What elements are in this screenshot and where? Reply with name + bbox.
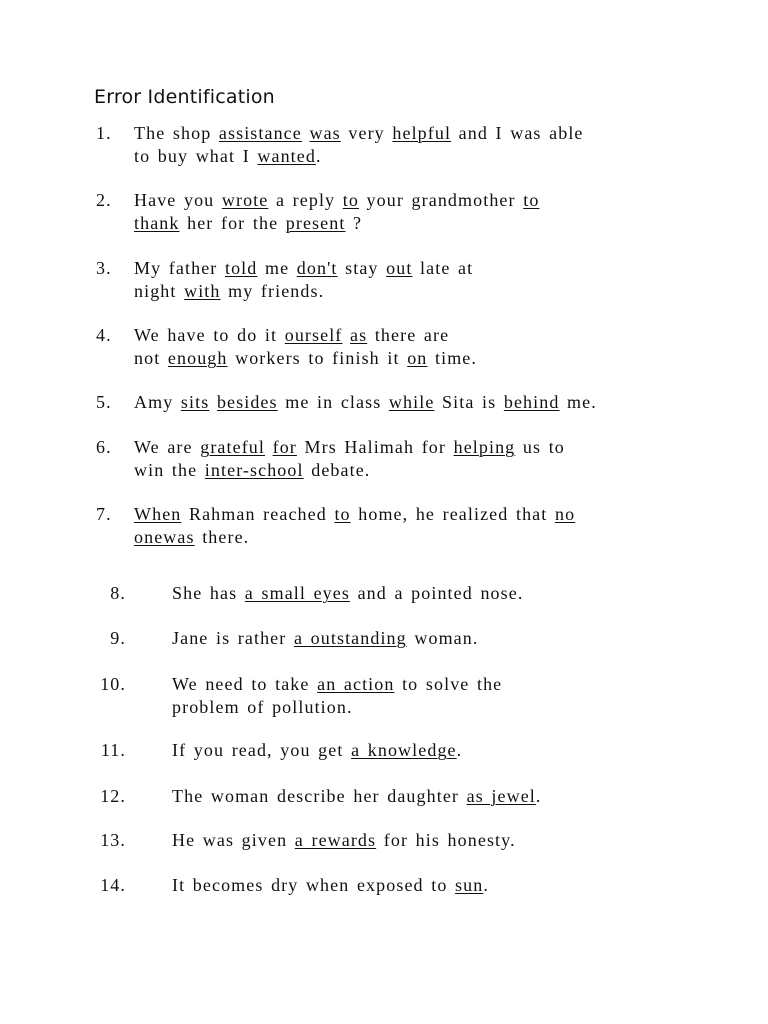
question-line	[172, 582, 523, 605]
question-line	[134, 212, 362, 235]
underlined-phrase: When	[134, 504, 182, 524]
text-segment: Rahman reached	[181, 504, 335, 524]
underlined-phrase: sits	[180, 392, 210, 412]
question-line	[134, 347, 477, 370]
underlined-phrase: a rewards	[294, 830, 377, 850]
text-segment: problem of pollution.	[172, 697, 353, 717]
underlined-phrase: besides	[216, 392, 278, 412]
question-line	[134, 391, 597, 414]
text-segment: Mrs Halimah for	[296, 437, 454, 457]
question-number: 6.	[96, 437, 112, 457]
question-number: 9.	[110, 628, 126, 648]
text-segment: and I was able	[451, 123, 584, 143]
text-segment: her for the	[179, 213, 286, 233]
underlined-phrase: on	[407, 348, 428, 368]
text-segment: home, he realized that	[350, 504, 555, 524]
underlined-phrase: present	[285, 213, 346, 233]
text-segment: very	[340, 123, 393, 143]
underlined-phrase: to	[334, 504, 351, 524]
text-segment: .	[315, 146, 322, 166]
question-number: 13.	[100, 830, 126, 850]
underlined-phrase: out	[386, 258, 413, 278]
text-segment: and a pointed nose.	[349, 583, 524, 603]
question-line	[134, 436, 565, 459]
question-line	[172, 874, 489, 897]
text-segment: Amy	[134, 392, 181, 412]
text-segment: Have you	[134, 190, 222, 210]
underlined-phrase: a outstanding	[293, 628, 407, 648]
text-segment: night	[134, 281, 185, 301]
question-line	[172, 673, 502, 696]
underlined-phrase: onewas	[134, 527, 195, 547]
text-segment: win the	[134, 460, 205, 480]
question-number: 4.	[96, 325, 112, 345]
underlined-phrase: an action	[317, 674, 395, 694]
text-segment: woman.	[406, 628, 479, 648]
underlined-phrase: assistance	[218, 123, 302, 143]
question-number: 7.	[96, 504, 112, 524]
text-segment	[265, 437, 273, 457]
underlined-phrase: grateful	[200, 437, 265, 457]
question-line	[172, 627, 478, 650]
text-segment: me	[257, 258, 297, 278]
question-number: 5.	[96, 392, 112, 412]
underlined-phrase: as	[350, 325, 368, 345]
question-line	[134, 526, 249, 549]
underlined-phrase: told	[224, 258, 258, 278]
underlined-phrase: to	[342, 190, 359, 210]
question-line	[134, 324, 449, 347]
underlined-phrase: to	[523, 190, 540, 210]
question-line	[134, 122, 584, 145]
underlined-phrase: a small eyes	[244, 583, 350, 603]
question-line	[172, 739, 462, 762]
text-segment: a reply	[268, 190, 343, 210]
underlined-phrase: was	[309, 123, 341, 143]
underlined-phrase: while	[388, 392, 435, 412]
text-segment: She has	[172, 583, 245, 603]
text-segment: If you read, you get	[172, 740, 352, 760]
text-segment: The shop	[134, 123, 219, 143]
underlined-phrase: sun	[455, 875, 484, 895]
underlined-phrase: helping	[453, 437, 516, 457]
question-line	[134, 145, 322, 168]
question-number: 10.	[100, 674, 126, 694]
question-number: 12.	[100, 786, 126, 806]
underlined-phrase: don't	[296, 258, 338, 278]
underlined-phrase: inter-school	[204, 460, 304, 480]
text-segment: The woman describe her daughter	[172, 786, 467, 806]
underlined-phrase: behind	[503, 392, 560, 412]
question-line	[172, 829, 516, 852]
text-segment: there.	[194, 527, 250, 547]
text-segment: Sita is	[434, 392, 504, 412]
question-line	[134, 503, 575, 526]
text-segment	[342, 325, 350, 345]
question-line	[172, 696, 353, 719]
text-segment: late at	[412, 258, 474, 278]
underlined-phrase: wrote	[221, 190, 269, 210]
text-segment: stay	[337, 258, 387, 278]
text-segment: to buy what I	[134, 146, 258, 166]
text-segment: to solve the	[394, 674, 503, 694]
text-segment: Jane is rather	[172, 628, 294, 648]
text-segment	[209, 392, 217, 412]
question-line	[172, 785, 542, 808]
text-segment: me.	[559, 392, 597, 412]
question-line	[134, 189, 539, 212]
question-number: 2.	[96, 190, 112, 210]
underlined-phrase: a knowledge	[351, 740, 457, 760]
underlined-phrase: no	[554, 504, 576, 524]
text-segment: not	[134, 348, 168, 368]
page-title: Error Identification	[94, 86, 275, 108]
text-segment: We need to take	[172, 674, 318, 694]
underlined-phrase: wanted	[257, 146, 316, 166]
text-segment: time.	[427, 348, 477, 368]
question-line	[134, 257, 473, 280]
text-segment: me in class	[277, 392, 389, 412]
underlined-phrase: as jewel	[466, 786, 536, 806]
text-segment: It becomes dry when exposed to	[172, 875, 456, 895]
question-number: 3.	[96, 258, 112, 278]
text-segment: workers to finish it	[227, 348, 408, 368]
text-segment: My father	[134, 258, 225, 278]
question-number: 1.	[96, 123, 112, 143]
underlined-phrase: ourself	[284, 325, 343, 345]
text-segment: .	[535, 786, 542, 806]
text-segment: He was given	[172, 830, 295, 850]
text-segment: ?	[345, 213, 363, 233]
question-number: 8.	[110, 583, 126, 603]
text-segment: .	[483, 875, 489, 895]
question-line	[134, 280, 324, 303]
text-segment: debate.	[303, 460, 371, 480]
text-segment: my friends.	[220, 281, 325, 301]
underlined-phrase: thank	[134, 213, 180, 233]
text-segment: .	[456, 740, 463, 760]
text-segment: We have to do it	[134, 325, 285, 345]
question-number: 14.	[100, 875, 126, 895]
text-segment: We are	[134, 437, 201, 457]
underlined-phrase: enough	[167, 348, 228, 368]
underlined-phrase: with	[184, 281, 221, 301]
text-segment: us to	[515, 437, 565, 457]
underlined-phrase: for	[272, 437, 297, 457]
text-segment: there are	[367, 325, 450, 345]
underlined-phrase: helpful	[392, 123, 452, 143]
text-segment: your grandmother	[358, 190, 524, 210]
question-line	[134, 459, 370, 482]
question-number: 11.	[100, 740, 126, 760]
text-segment: for his honesty.	[376, 830, 516, 850]
